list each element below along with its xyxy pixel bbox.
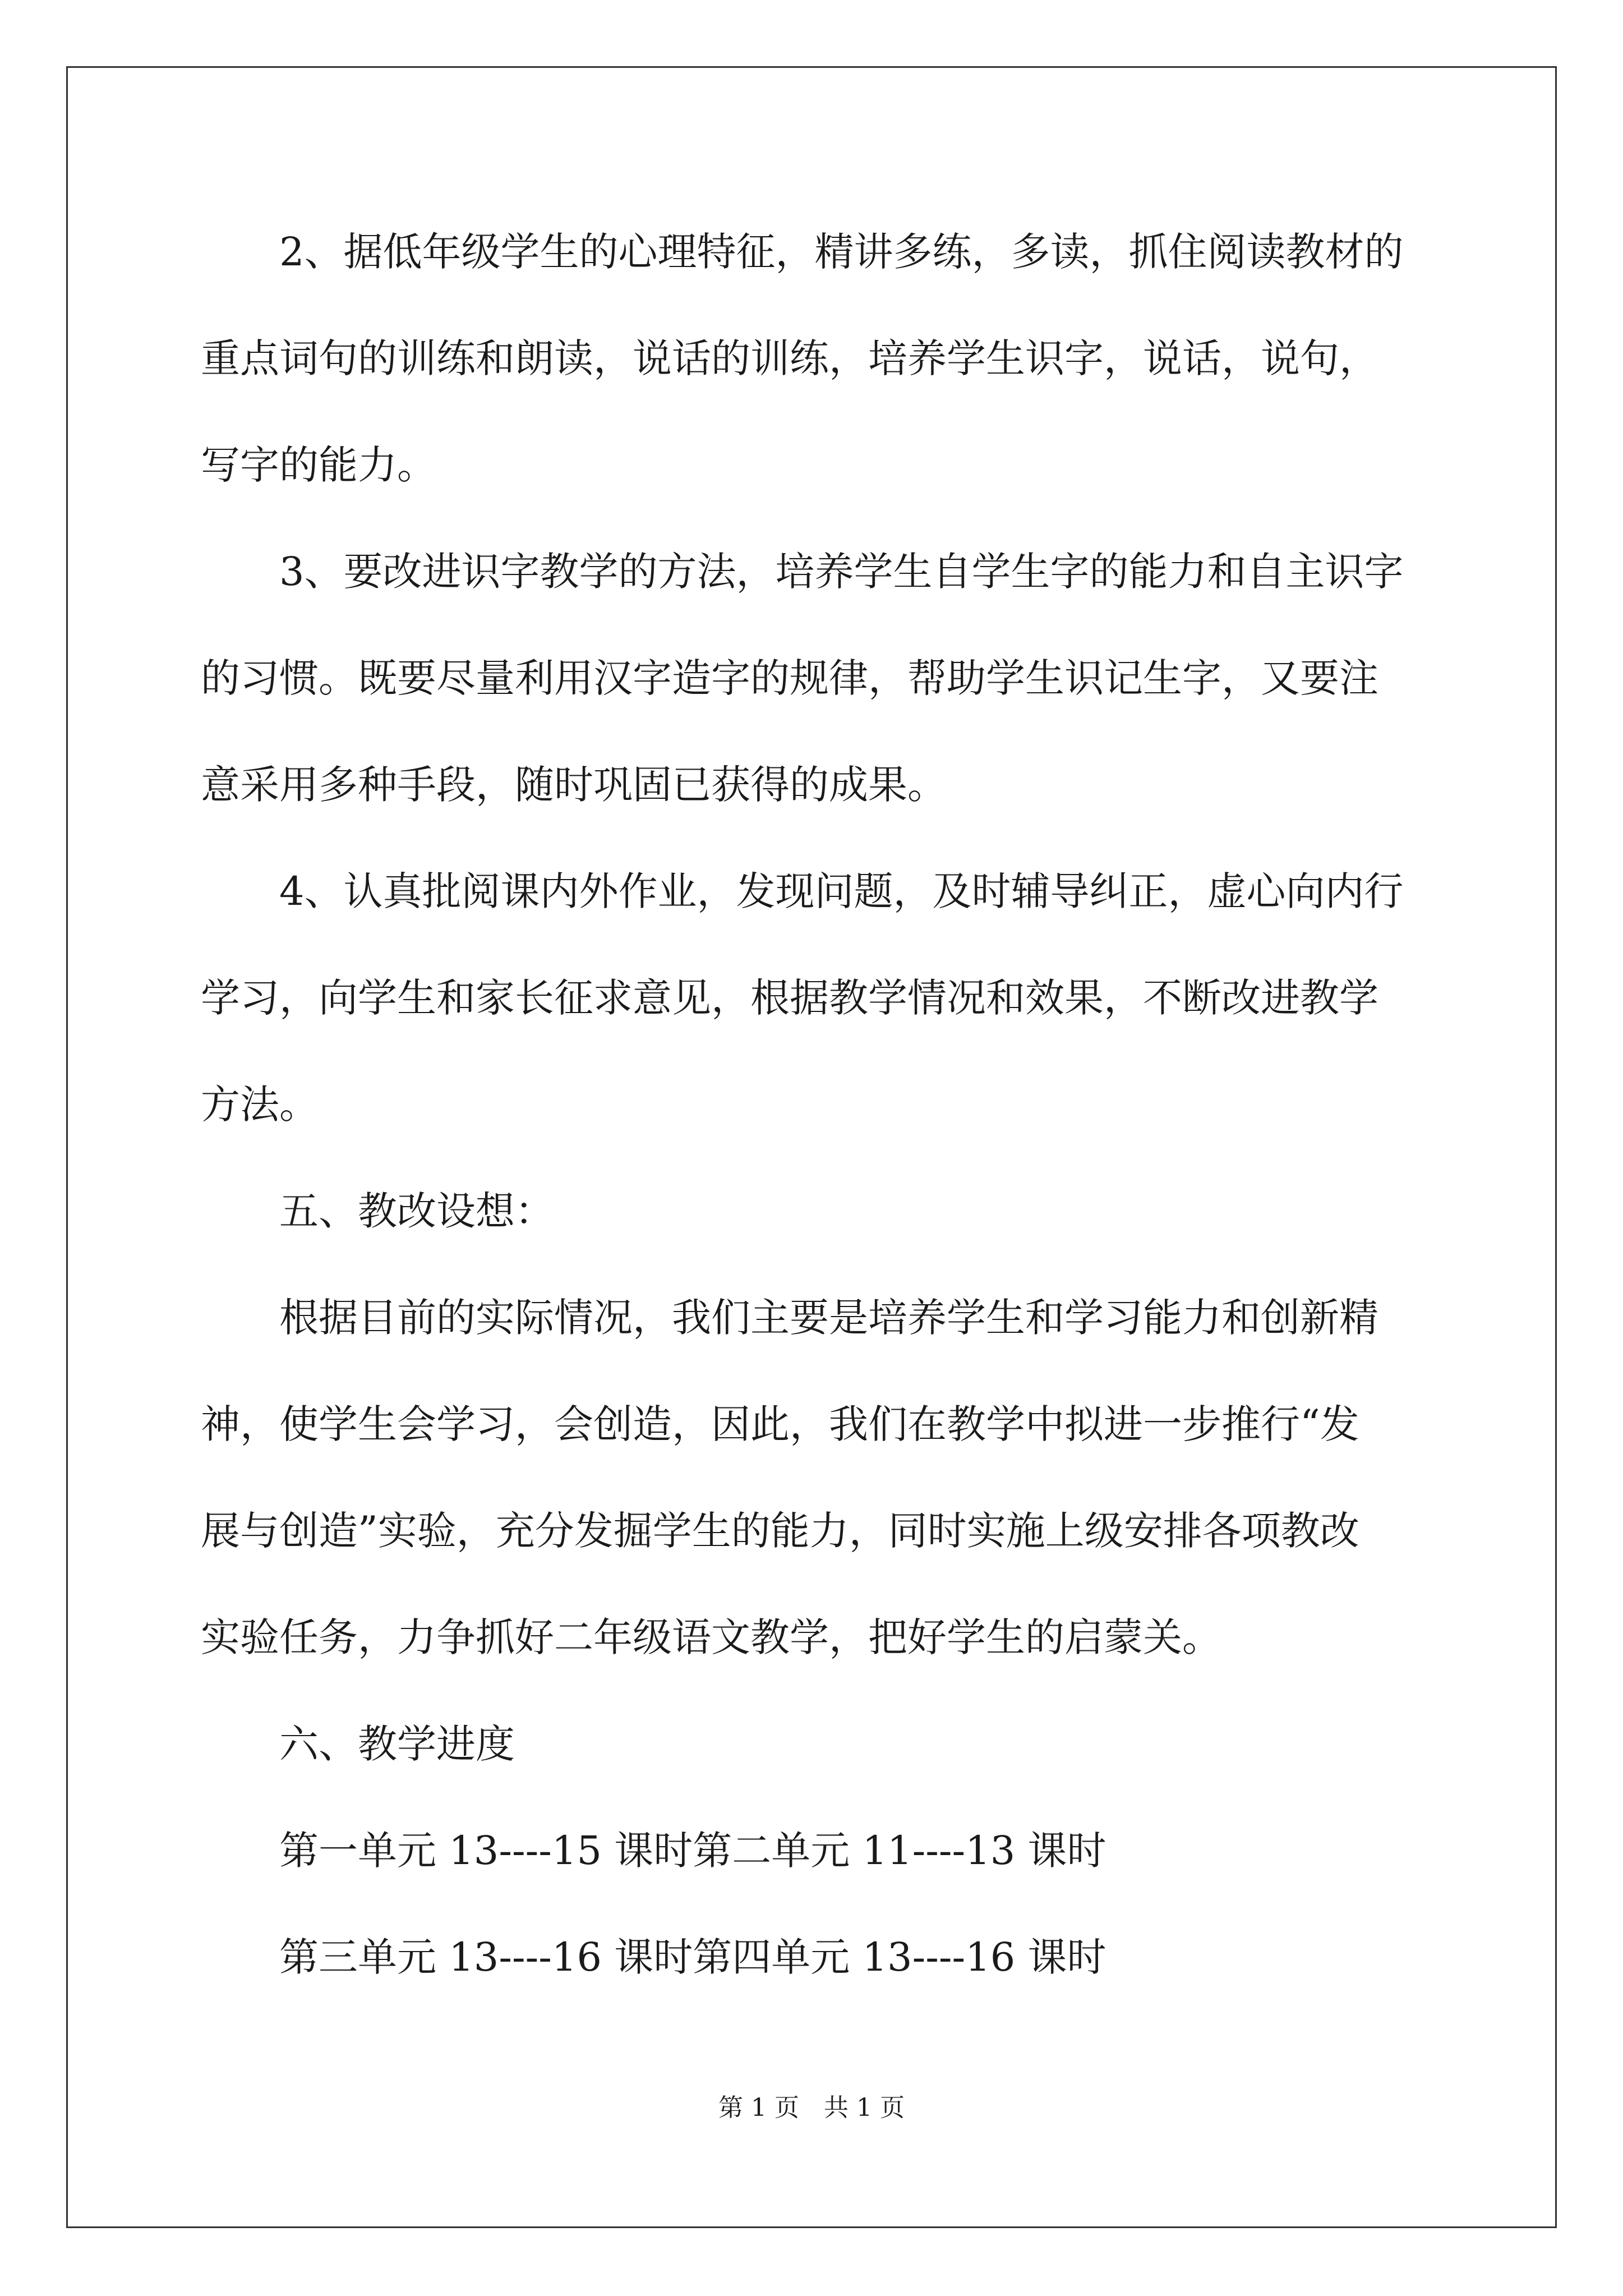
paragraph-4-line-2: 学习，向学生和家长征求意见，根据教学情况和效果，不断改进教学 <box>201 975 1378 1021</box>
paragraph-reform-line-1: 根据目前的实际情况，我们主要是培养学生和学习能力和创新精 <box>201 1295 1378 1341</box>
schedule-line-2: 第三单元 13----16 课时第四单元 13----16 课时 <box>201 1934 1106 1980</box>
paragraph-2-line-2: 重点词句的训练和朗读，说话的训练，培养学生识字，说话，说句， <box>201 335 1378 381</box>
section-heading-six: 六、教学进度 <box>201 1721 515 1767</box>
paragraph-reform-line-2: 神，使学生会学习，会创造，因此，我们在教学中拟进一步推行“发 <box>201 1401 1359 1447</box>
page-footer: 第 1 页 共 1 页 <box>718 2093 905 2122</box>
paragraph-reform-line-3: 展与创造”实验，充分发掘学生的能力，同时实施上级安排各项教改 <box>201 1508 1359 1554</box>
paragraph-3-line-2: 的习惯。既要尽量利用汉字造字的规律，帮助学生识记生字，又要注 <box>201 655 1378 701</box>
paragraph-reform-line-4: 实验任务，力争抓好二年级语文教学，把好学生的启蒙关。 <box>201 1614 1221 1660</box>
paragraph-3-line-1: 3、要改进识字教学的方法，培养学生自学生字的能力和自主识字 <box>201 549 1404 595</box>
paragraph-4-line-3: 方法。 <box>201 1082 319 1128</box>
section-heading-five: 五、教改设想： <box>201 1188 554 1234</box>
paragraph-2-line-1: 2、据低年级学生的心理特征，精讲多练，多读，抓住阅读教材的 <box>201 229 1404 275</box>
schedule-line-1: 第一单元 13----15 课时第二单元 11----13 课时 <box>201 1828 1106 1874</box>
paragraph-3-line-3: 意采用多种手段，随时巩固已获得的成果。 <box>201 762 947 808</box>
paragraph-4-line-1: 4、认真批阅课内外作业，发现问题，及时辅导纠正，虚心向内行 <box>201 868 1404 914</box>
paragraph-2-line-3: 写字的能力。 <box>201 442 436 488</box>
page-border <box>66 66 1557 2228</box>
